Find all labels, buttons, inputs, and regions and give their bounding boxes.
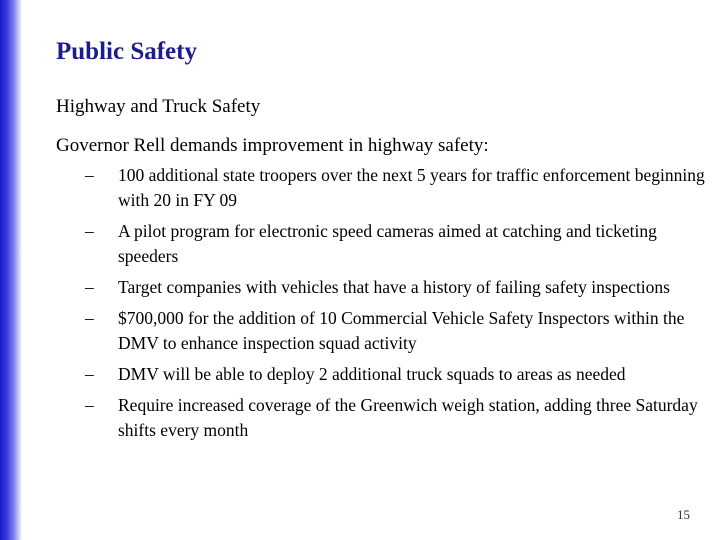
dash-marker: – (85, 221, 94, 241)
dash-marker: – (85, 277, 94, 297)
bullet-list (0, 163, 720, 449)
bullet-text: DMV will be able to deploy 2 additional truck squads to areas as needed (118, 364, 626, 384)
bullet-item (0, 219, 720, 269)
dash-marker: – (85, 308, 94, 328)
slide-subtitle: Highway and Truck Safety (56, 96, 261, 117)
bullet-text: 100 additional state troopers over the next 5 years for traffic enforcement beginning with 20 in FY 09 (118, 165, 705, 210)
bullet-item (0, 163, 720, 213)
bullet-item (0, 393, 720, 443)
bullet-text: Target companies with vehicles that have a history of failing safety inspections (118, 277, 670, 297)
dash-marker: – (85, 165, 94, 185)
bullet-text: Require increased coverage of the Greenwich weigh station, adding three Saturday shifts every month (118, 395, 698, 440)
bullet-text: $700,000 for the addition of 10 Commercial Vehicle Safety Inspectors within the DMV to enhance inspection squad activity (118, 308, 685, 353)
bullet-item (0, 362, 720, 387)
page-number: 15 (677, 507, 690, 522)
bullet-text: A pilot program for electronic speed cameras aimed at catching and ticketing speeders (118, 221, 657, 266)
dash-marker: – (85, 395, 94, 415)
bullet-item (0, 275, 720, 300)
intro-text: Governor Rell demands improvement in highway safety: (56, 135, 489, 156)
dash-marker: – (85, 364, 94, 384)
slide-title: Public Safety (56, 38, 197, 65)
bullet-item (0, 306, 720, 356)
